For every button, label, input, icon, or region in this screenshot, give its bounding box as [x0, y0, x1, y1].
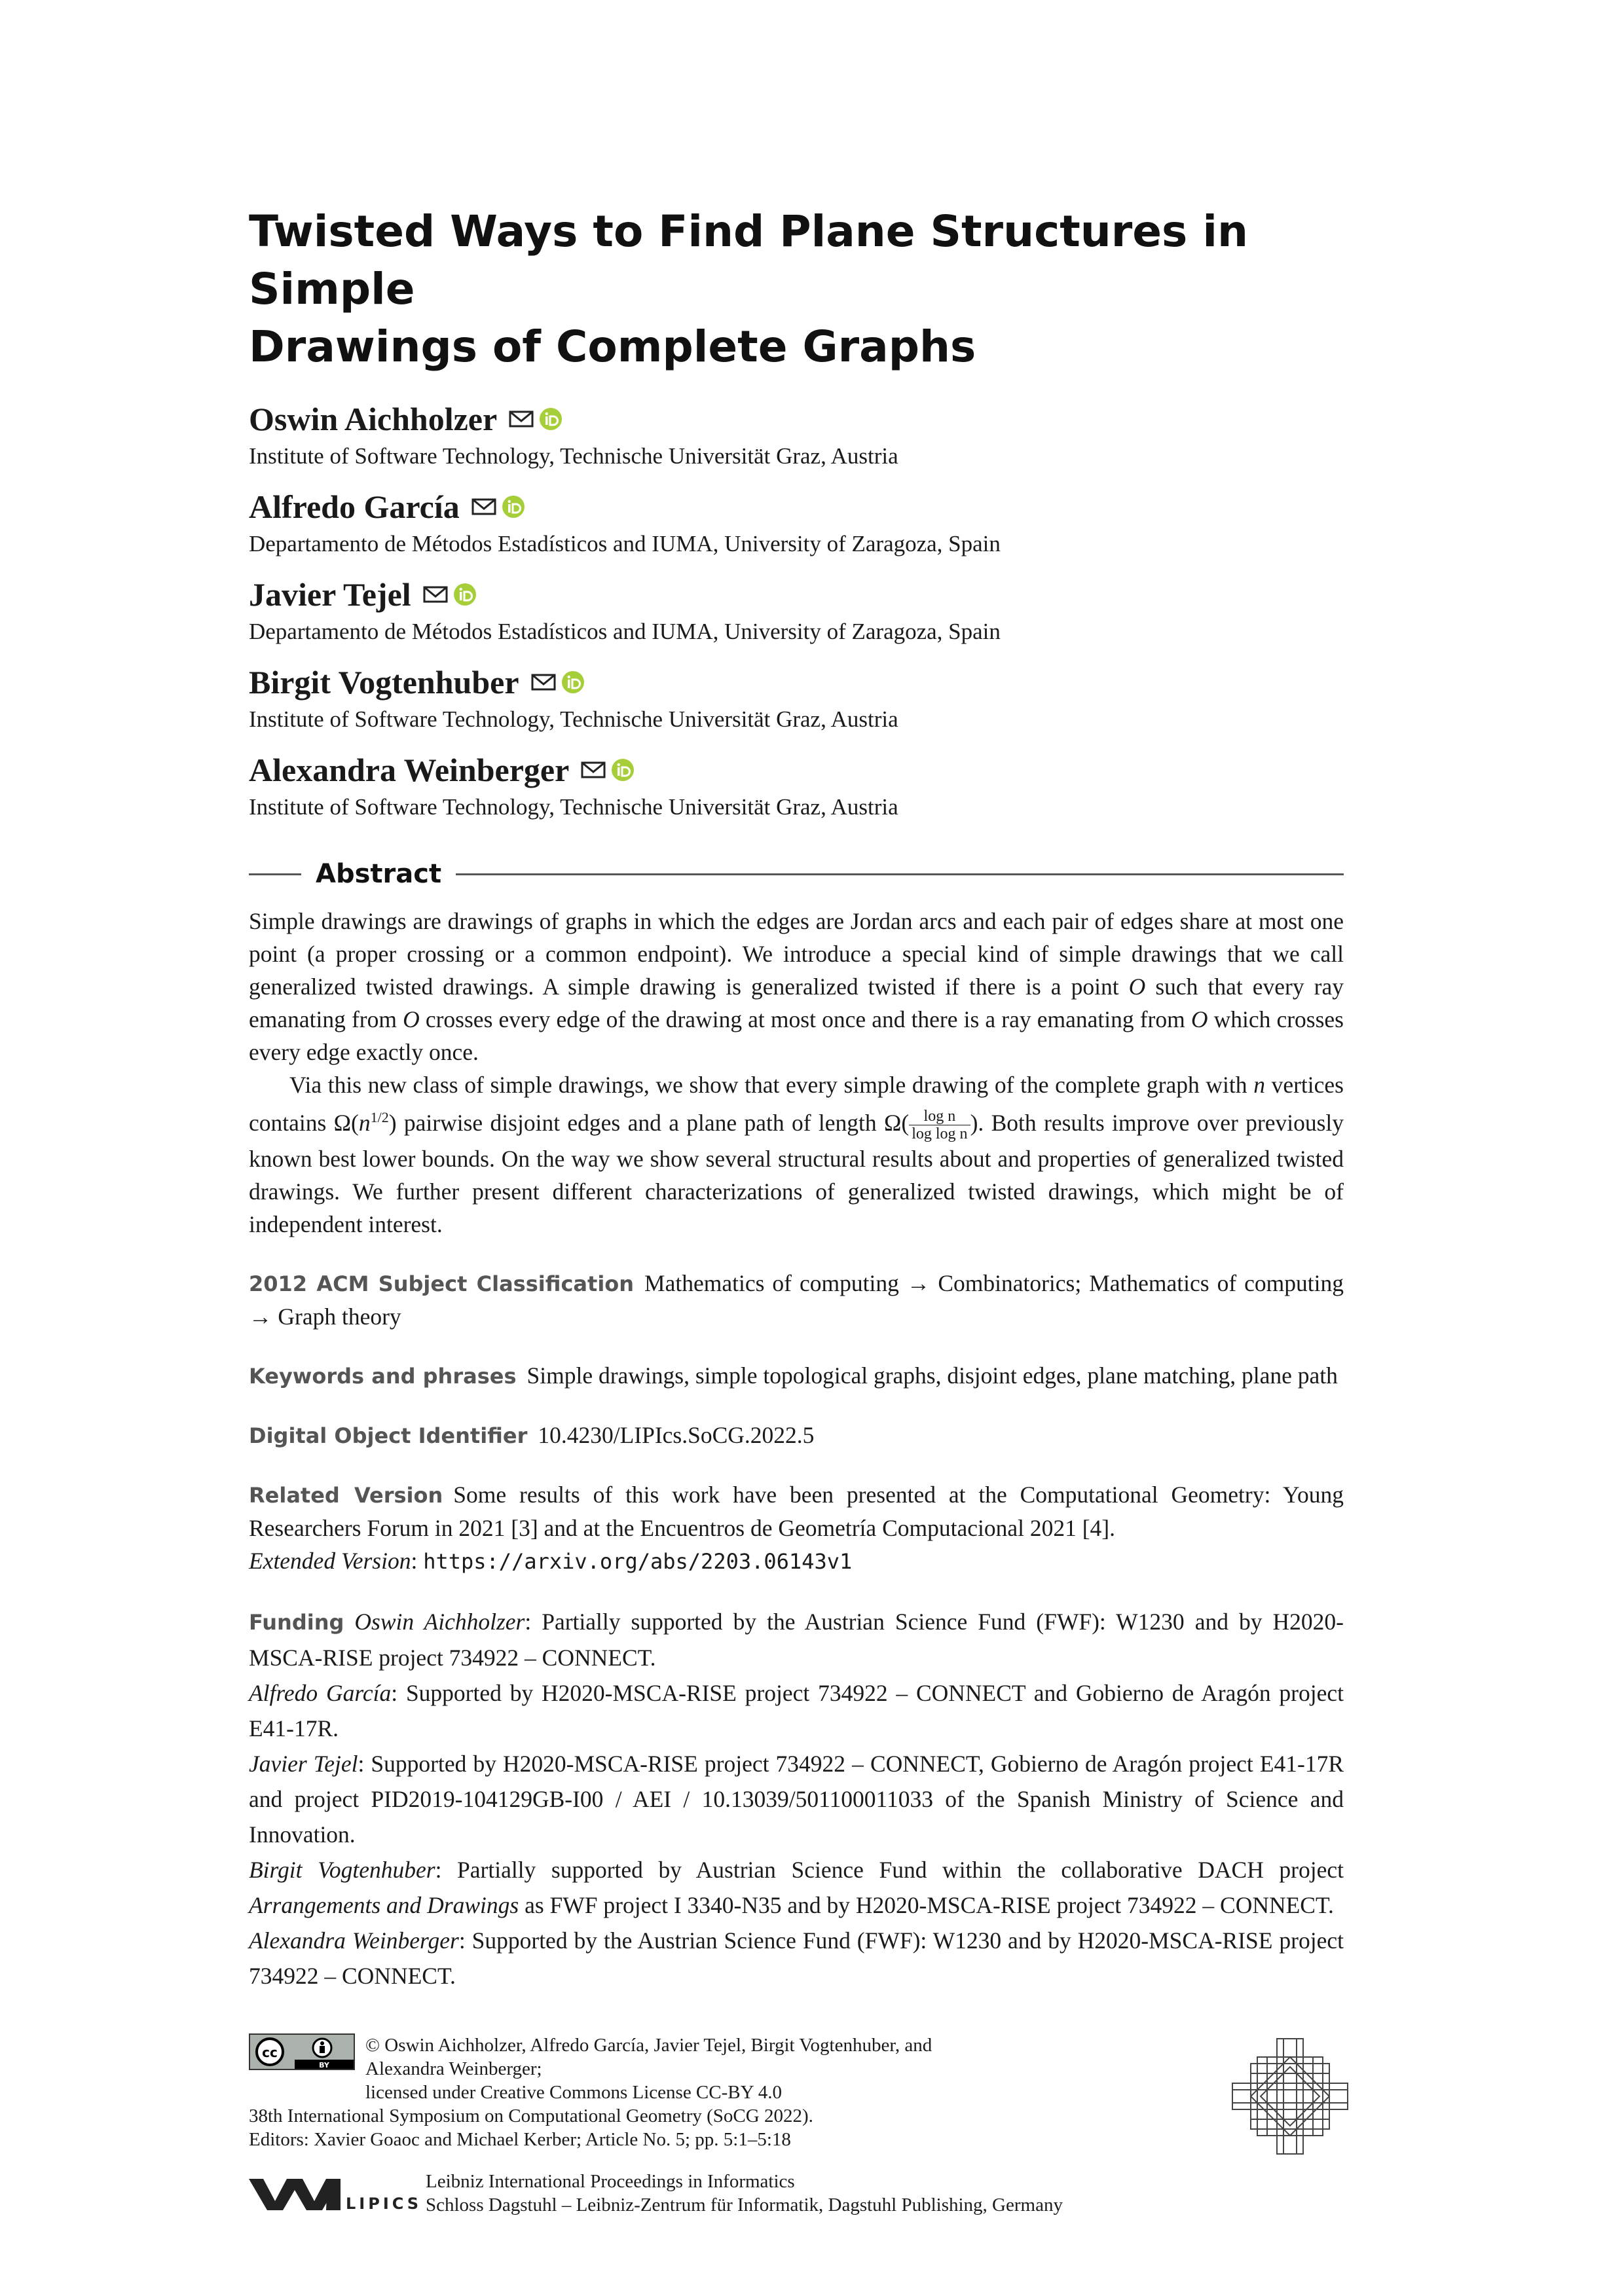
- rule-right: [456, 873, 1344, 875]
- author-entry: [249, 575, 1344, 647]
- author-affiliation: Departamento de Métodos Estadísticos and IUMA, University of Zaragoza, Spain: [249, 531, 1001, 556]
- author-entry: [249, 487, 1344, 559]
- funding-entry: Funding Oswin Aichholzer: Partially supported by the Austrian Science Fund (FWF): W1230 and by H2020-MSCA-RISE project 734922 – CONNECT.: [249, 1609, 1344, 1671]
- svg-text:cc: cc: [262, 2045, 278, 2060]
- envelope-icon[interactable]: [531, 672, 556, 692]
- author-affiliation: Institute of Software Technology, Technische Universität Graz, Austria: [249, 706, 898, 732]
- funding-entry: Javier Tejel: Supported by H2020-MSCA-RISE project 734922 – CONNECT, Gobierno de Aragón project E41-17R and project PID2019-104129GB-I00 / AEI / 10.13039/501100011033 of the Spanish Ministry of Science and Innovation.: [249, 1751, 1344, 1848]
- orcid-icon[interactable]: [502, 495, 525, 519]
- lipics-logo: [249, 2172, 422, 2214]
- author-affiliation: Institute of Software Technology, Technische Universität Graz, Austria: [249, 794, 898, 820]
- copyright-notice: © Oswin Aichholzer, Alfredo García, Javier Tejel, Birgit Vogtenhuber, and Alexandra Weinberger; licensed under Creative Commons License CC-BY 4.0: [365, 2035, 932, 2103]
- author-name-text: Oswin Aichholzer: [249, 401, 498, 437]
- envelope-icon[interactable]: [581, 760, 606, 780]
- page-footer: [249, 2033, 1344, 2243]
- author-entry: [249, 750, 1344, 822]
- author-name-text: Birgit Vogtenhuber: [249, 664, 519, 701]
- envelope-icon[interactable]: [471, 497, 496, 517]
- author-name: [249, 663, 1344, 702]
- acm-classification: 2012 ACM Subject Classification Mathematics of computing → Combinatorics; Mathematics of computing → Graph theory: [249, 1270, 1344, 1330]
- cc-by-badge[interactable]: [249, 2033, 355, 2070]
- author-entry: [249, 663, 1344, 735]
- funding-entry: Alexandra Weinberger: Supported by the Austrian Science Fund (FWF): W1230 and by H2020-MSCA-RISE project 734922 – CONNECT.: [249, 1927, 1344, 1990]
- editors-line: Editors: Xavier Goaoc and Michael Kerber; Article No. 5; pp. 5:1–5:18: [249, 2129, 791, 2150]
- doi: Digital Object Identifier 10.4230/LIPIcs.SoCG.2022.5: [249, 1422, 815, 1449]
- orcid-icon[interactable]: [539, 407, 563, 431]
- doi-link[interactable]: 10.4230/LIPIcs.SoCG.2022.5: [538, 1422, 815, 1449]
- abstract-header: [249, 859, 1344, 889]
- paper-title: [249, 203, 1344, 376]
- keywords: Keywords and phrases Simple drawings, simple topological graphs, disjoint edges, plane matching, plane path: [249, 1362, 1338, 1389]
- orcid-icon[interactable]: [453, 583, 477, 606]
- author-entry: [249, 399, 1344, 471]
- abstract-paragraph-1: Simple drawings are drawings of graphs in which the edges are Jordan arcs and each pair of edges share at most one point (a proper crossing or a common endpoint). We introduce a special kind of simple drawings that we call generalized twisted drawings. A simple drawing is generalized twisted if there is a point O such that every ray emanating from O crosses every edge of the drawing at most once and there is a ray emanating from O which crosses every edge exactly once.: [249, 908, 1344, 1065]
- author-list: [249, 399, 1344, 822]
- author-affiliation: Departamento de Métodos Estadísticos and IUMA, University of Zaragoza, Spain: [249, 619, 1001, 644]
- orcid-icon[interactable]: [611, 758, 635, 782]
- funding-entry: Birgit Vogtenhuber: Partially supported by Austrian Science Fund within the collaborative DACH project Arrangements and Drawings as FWF project I 3340-N35 and by H2020-MSCA-RISE project 734922 – CONNECT.: [249, 1857, 1344, 1919]
- paper-page: [249, 203, 1344, 1994]
- author-affiliation: Institute of Software Technology, Technische Universität Graz, Austria: [249, 443, 898, 469]
- author-name: [249, 750, 1344, 790]
- lipics-publisher: Leibniz International Proceedings in Informatics Schloss Dagstuhl – Leibniz-Zentrum für Informatik, Dagstuhl Publishing, Germany: [426, 2171, 1063, 2215]
- symposium-line: 38th International Symposium on Computational Geometry (SoCG 2022).: [249, 2105, 813, 2126]
- author-name-text: Alexandra Weinberger: [249, 752, 570, 788]
- abstract-paragraph-2: Via this new class of simple drawings, we show that every simple drawing of the complete graph with n vertices contains $\Omega(n^{1/2})$ pairwise disjoint edges and a plane path of length Ω( $\frac{\text{log n}}{\text{log log n}}$ ). Both results improve over previously known best lower bounds. On the way we show several structural results about and properties of generalized twisted drawings. We further present different characterizations of generalized twisted drawings, which might be of independent interest.: [249, 1072, 1344, 1238]
- dagstuhl-logo: [1231, 2037, 1349, 2155]
- related-version: Related Version Some results of this work have been presented at the Computational Geometry: Young Researchers Forum in 2021 [3] and at the Encuentros de Geometría Computacional 2021 [4]. Extended Version: https://arxiv.org/abs/2203.06143v1: [249, 1482, 1344, 1575]
- author-name: [249, 399, 1344, 439]
- title-line-1: Twisted Ways to Find Plane Structures in Simple: [249, 206, 1248, 314]
- author-name: [249, 575, 1344, 614]
- author-name-text: Javier Tejel: [249, 576, 411, 613]
- funding-section: [249, 1604, 1344, 1994]
- rule-left: [249, 873, 301, 875]
- extended-version-link[interactable]: https://arxiv.org/abs/2203.06143v1: [423, 1549, 853, 1575]
- author-name: [249, 487, 1344, 526]
- orcid-icon[interactable]: [561, 670, 585, 694]
- svg-text:LIPICS: LIPICS: [346, 2195, 422, 2213]
- svg-text:BY: BY: [319, 2061, 329, 2069]
- envelope-icon[interactable]: [509, 409, 534, 429]
- author-name-text: Alfredo García: [249, 488, 460, 525]
- funding-entry: Alfredo García: Supported by H2020-MSCA-RISE project 734922 – CONNECT and Gobierno de Aragón project E41-17R.: [249, 1680, 1344, 1742]
- envelope-icon[interactable]: [423, 585, 448, 604]
- title-line-2: Drawings of Complete Graphs: [249, 321, 976, 372]
- abstract-heading: Abstract: [316, 859, 442, 889]
